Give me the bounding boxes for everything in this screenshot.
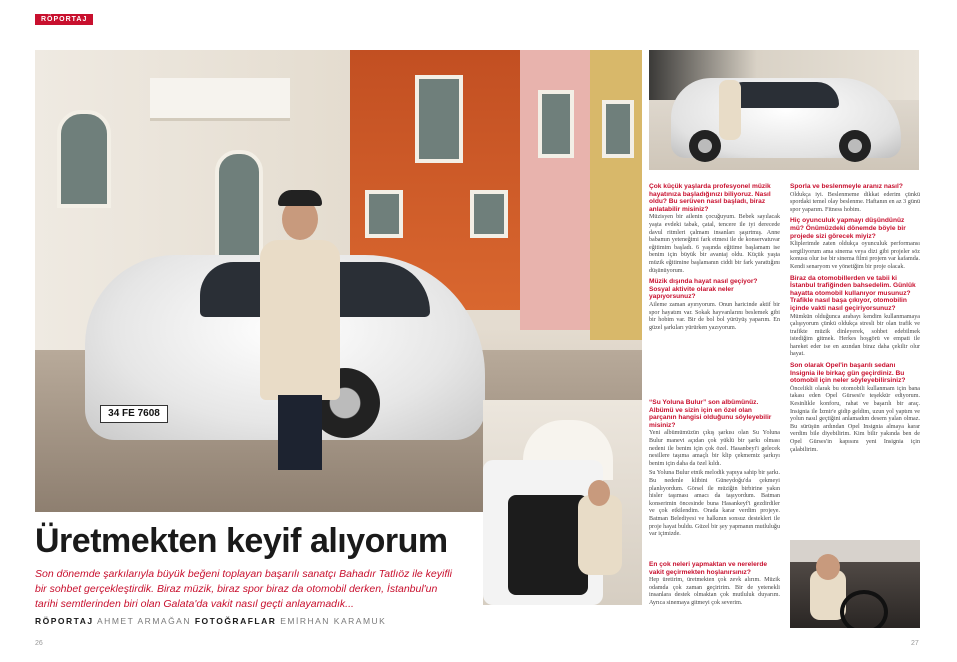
interview-label: RÖPORTAJ (35, 616, 94, 626)
question: Hiç oyunculuk yapmayı düşündünüz mü? Önümüzdeki dönemde böyle bir projede sizi görecek miyiz? (790, 217, 906, 240)
man-figure (260, 190, 340, 480)
answer: Hep üretirim, üretmekten çok zevk alırım. Müzik odamda çok zaman geçiririm. Bir de yetenekli insanlara destek olmaktan çok mutluluk duyarım. Ayrıca sinemaya gitmeyi çok severim. (649, 577, 780, 606)
question: “Su Yoluna Bulur” son albümünüz. Albümü ve sizin için en özel olan parçanın hangisi olduğunu söyleyebilir misiniz? (649, 399, 772, 429)
credits (35, 616, 386, 626)
answer: Oldukça iyi. Beslenmeme dikkat ederim çünkü spordaki temel olay beslenme. Haftanın en az 3 günü spor yaparım. Fitness hobim. (790, 191, 920, 213)
article-column-1b (649, 396, 780, 541)
question: En çok neleri yapmaktan ve nerelerde vakit geçirmekten hoşlanırsınız? (649, 561, 768, 576)
article-column-1 (649, 180, 780, 334)
page-number-right: 27 (911, 640, 919, 647)
question: Çok küçük yaşlarda profesyonel müzik hayatınıza başladığınızı biliyoruz. Nasıl oldu? Bu serüven nasıl başladı, biraz anlatabilir misiniz? (649, 183, 771, 213)
question: Müzik dışında hayat nasıl geçiyor? Sosyal aktivite olarak neler yapıyorsunuz? (649, 278, 758, 301)
intro-text: Son dönemde şarkılarıyla büyük beğeni toplayan başarılı sanatçı Bahadır Tatlıöz ile keyifli bir sohbet gerçekleştirdik. Biraz müzik, biraz spor biraz da otomobil derken, İstanbul'un tarihi semtlerinden biri olan Galata'da vakit nasıl geçti anlayamadık... (35, 568, 452, 610)
yellow-building (590, 50, 642, 340)
man-in-car (578, 495, 622, 575)
interview-name: AHMET ARMAĞAN (97, 616, 191, 626)
answer: Mümkün olduğunca arabayı kendim kullanmamaya çalışıyorum çünkü oldukça stresli bir olan trafik ve trafikte müzik dinleyerek, sohbet edebilmek istediğim gitmek. Herkes hoşgörü ve empati ile hareket eder ise en azından biraz daha çekilir olur hayat. (790, 313, 920, 358)
article-column-1c (649, 558, 780, 610)
steering-wheel (840, 590, 888, 628)
driving-photo (790, 540, 920, 628)
article-column-2 (790, 180, 920, 456)
page-number-left: 26 (35, 640, 43, 647)
hat (278, 190, 322, 206)
beige-coat (260, 240, 340, 400)
driver-seat-photo (483, 400, 642, 605)
answer: Su Yoluna Bulur etnik melodik yapıya sahip bir şarkı. Bu nedenle klibini Güneydoğu'da çekmeyi planlıyordum. Görsel ile müziğin birbirine yakın hisler taşıması amacı da taşıyordum. Batman konserimin öncesinde buna Hasankeyf'i gezdirdiler ve çok etkilendim. Orada karar verdim projeye. Batman Belediyesi ve halkının sonsuz destekleri ile proje hayat buldu. Güzel bir şey yapmanın mutluluğu var içimizde. (649, 470, 781, 538)
photo-label: FOTOĞRAFLAR (194, 616, 277, 626)
man-at-door (719, 80, 741, 140)
answer: Aileme zaman ayırıyorum. Onun haricinde aktif bir spor hayatım var. Sokak hayvanlarını beslemek gibi bir hobim var. Bir de bol bol yürüyüş yaparım. En güzel şarkıları yürürken yazıyorum. (649, 301, 780, 331)
question: Sporla ve beslenmeyle aranız nasıl? (790, 183, 903, 190)
answer: Müzisyen bir ailenin çocuğuyum. Bebek sayılacak yaşta evdeki tabak, çatal, tencere ile iyi derecede davul ritmleri çalmam insanları şaşırtmış. Anne babamın yeteneğimi fark etmesi ile de konservatuvar eğitimim başladı. 6 yaşında eğitime başlamam ise benim için büyük bir avantaj oldu. Küçük yaşta müzik eğitimine başlamanın ciddi bir fark yarattığını düşünüyorum. (649, 214, 780, 274)
car-side-photo (649, 50, 919, 170)
license-plate: 34 FE 7608 (100, 405, 168, 423)
answer: Yeni albümümüzün çıkış şarkısı olan Su Yoluna Bulur manevi açıdan çok yüklü bir şarkı olması nedeni ile benim için çok özel. Hasanbeyi'i gelecek nesillere taşıma amaçlı bir klip çekmemiz şarkıyı benim için daha da özel kıldı. (649, 430, 780, 467)
question: Biraz da otomobillerden ve tabii ki İstanbul trafiğinden bahsedelim. Günlük hayatta otomobil kullanıyor musunuz? Trafikle nasıl başa çıkıyor, otomobilin içinde vakti nasıl geçiriyorsunuz? (790, 274, 916, 312)
photo-name: EMİRHAN KARAMUK (280, 616, 387, 626)
question: Son olarak Opel'in başarılı sedanı Insignia ile birkaç gün geçirdiniz. Bu otomobil için neler söyleyebilirsiniz? (790, 362, 906, 385)
trousers (278, 395, 322, 470)
section-tag: RÖPORTAJ (35, 14, 93, 25)
headline: Üretmekten keyif alıyorum (35, 522, 448, 560)
answer: Kliplerimde zaten oldukça oyunculuk performansı sergiliyorum ama sinema veya dizi gibi projeler söz konusu olur ise bir sinema filmi projem var kafamda. Kendi senaryom ve yönetiğim bir proje olacak. (790, 241, 920, 270)
pink-building (520, 50, 590, 330)
answer: Öncelikli olarak bu otomobili kullanmam için bana takası eden Opel Gürsesi'e teşekkür ediyorum. Kesinlikle konforu, rahat ve başarılı bir araç. Insignia ile İzmir'e gidip geldim, uzun yol yaptım ve yolun nasıl geçtiğini anlamadım desem yalan olmaz. Bu sürüşün ardından Opel Insignia almaya karar verdim bile diyebilirim. Kim bilir yakında ben de Opel Gürses'in kapısını yeni Insignia için çalabilirim. (790, 385, 920, 453)
